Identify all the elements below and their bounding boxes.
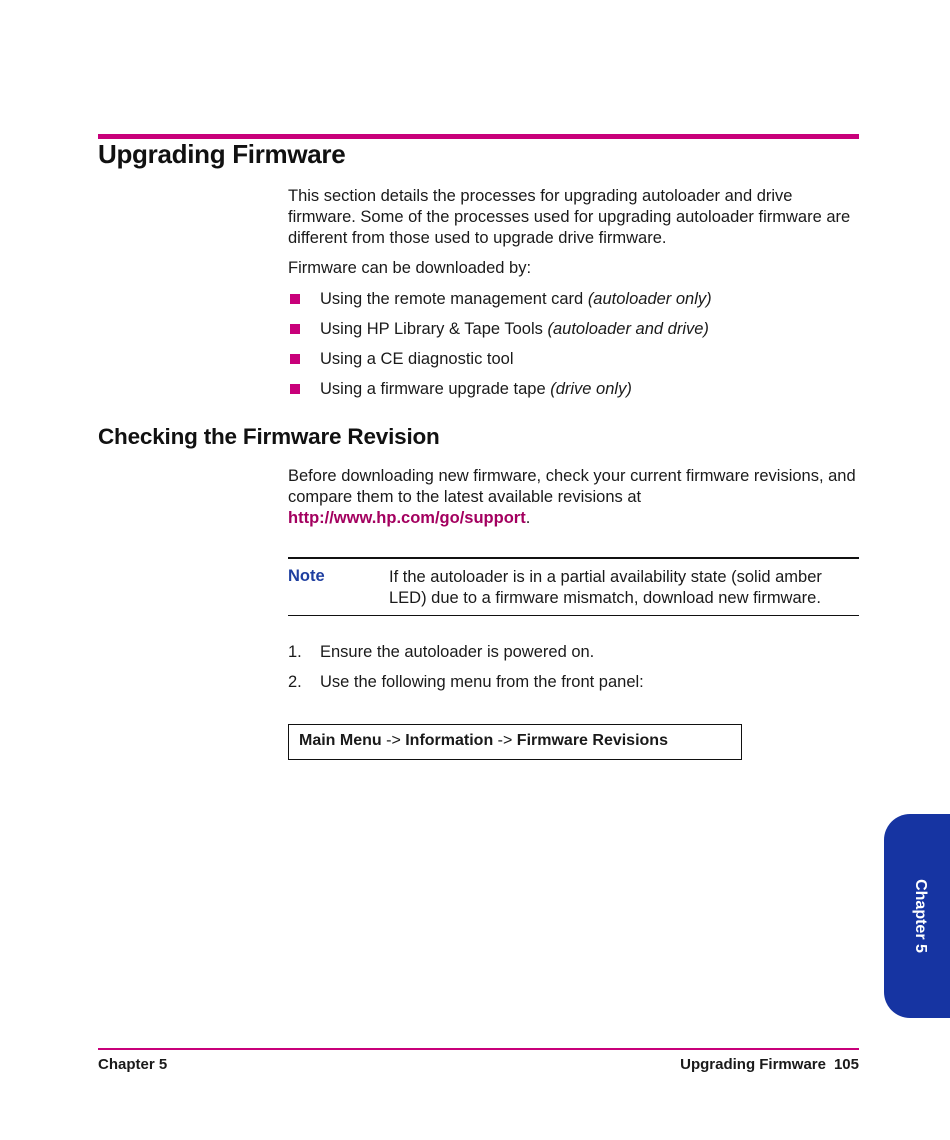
bullet-square-icon (290, 324, 300, 334)
footer-right (680, 1056, 859, 1073)
menu-item-main: Main Menu (299, 732, 382, 749)
page-number: 105 (833, 1056, 859, 1073)
list-item (288, 289, 860, 319)
footer-chapter: Chapter 5 (98, 1056, 168, 1073)
menu-separator: -> (381, 732, 406, 749)
method-text: Using the remote management card (320, 290, 588, 308)
menu-item-information: Information (405, 732, 494, 749)
menu-item-firmware-revisions: Firmware Revisions (516, 732, 668, 749)
note-box (288, 557, 859, 616)
subsection-block (288, 466, 860, 529)
step-text: Ensure the autoloader is powered on. (320, 643, 595, 661)
steps-list (288, 642, 860, 702)
paragraph-text: Before downloading new firmware, check your current firmware revisions, and compare them to the latest available revisions at (288, 467, 856, 506)
list-item (288, 349, 860, 379)
step-number: 2. (288, 673, 302, 691)
note-text: If the autoloader is in a partial availability state (solid amber LED) due to a firmware mismatch, download new firmware. (389, 568, 822, 607)
list-item (288, 319, 860, 349)
footer-rule (98, 1048, 859, 1050)
method-qualifier: (autoloader only) (587, 290, 712, 308)
subsection-paragraph (288, 466, 860, 529)
step-number: 1. (288, 643, 302, 661)
subsection-title: Checking the Firmware Revision (98, 424, 440, 449)
method-qualifier: (drive only) (550, 380, 632, 398)
lead-paragraph: Firmware can be downloaded by: (288, 259, 532, 277)
page-title: Upgrading Firmware (98, 139, 346, 169)
menu-path-box (288, 724, 742, 760)
method-text: Using HP Library & Tape Tools (320, 320, 548, 338)
menu-separator: -> (493, 732, 517, 749)
method-text: Using a firmware upgrade tape (320, 380, 551, 398)
step-text: Use the following menu from the front panel: (320, 673, 644, 691)
paragraph-end: . (525, 509, 531, 527)
intro-paragraph: This section details the processes for upgrading autoloader and drive firmware. Some of the processes used for upgrading autoloader firmware are different from those used to upgrade drive firmware. (288, 187, 851, 247)
bullet-square-icon (290, 384, 300, 394)
lead-block (288, 258, 860, 279)
list-item (288, 379, 860, 409)
menu-path (299, 732, 668, 750)
footer-title: Upgrading Firmware (680, 1056, 826, 1073)
chapter-side-tab-label: Chapter 5 (912, 879, 929, 953)
methods-list (288, 289, 860, 409)
method-text: Using a CE diagnostic tool (320, 350, 514, 368)
list-item (288, 672, 860, 702)
bullet-square-icon (290, 354, 300, 364)
note-label: Note (288, 567, 325, 585)
method-qualifier: (autoloader and drive) (547, 320, 709, 338)
support-link[interactable]: http://www.hp.com/go/support (288, 509, 526, 527)
list-item (288, 642, 860, 672)
intro-block (288, 186, 860, 249)
bullet-square-icon (290, 294, 300, 304)
